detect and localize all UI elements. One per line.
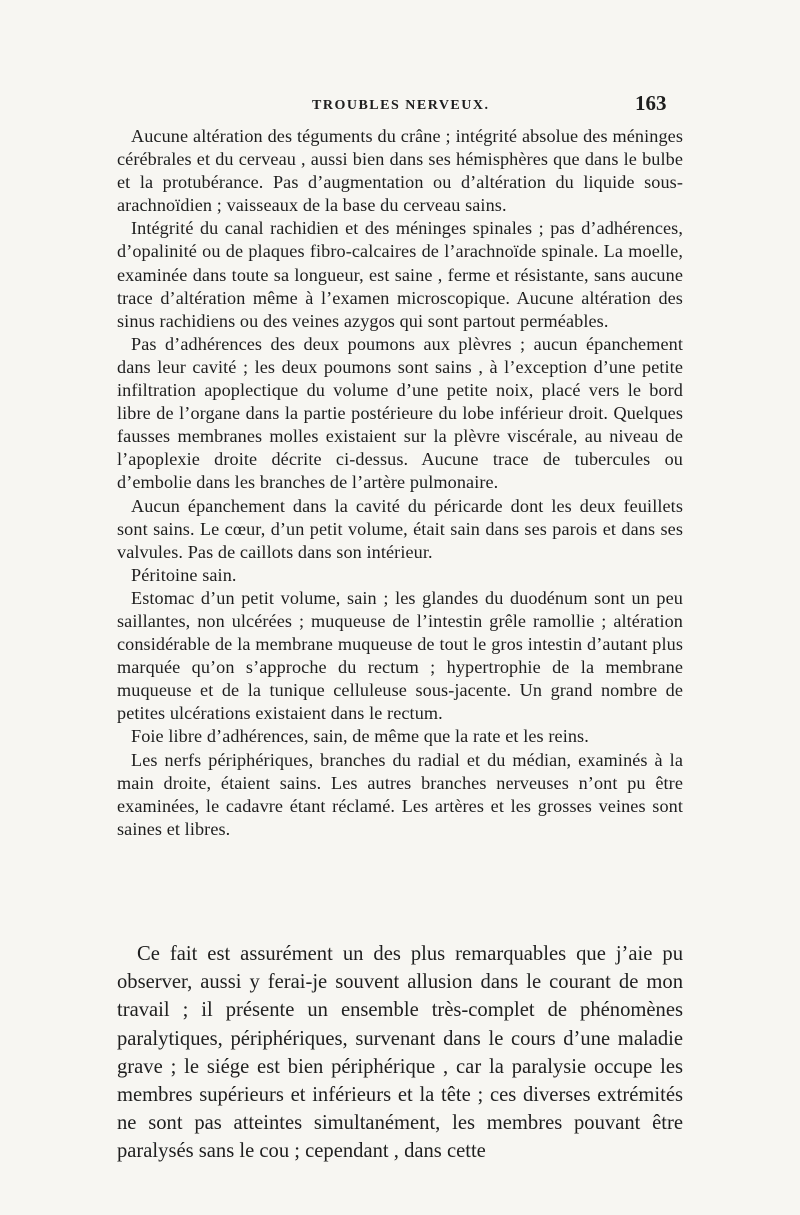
paragraph-spinal-canal: Intégrité du canal rachidien et des méninges spinales ; pas d’adhérences, d’opalinité ou de plaques fibro-calcaires de l’arachnoïde spinale. La moelle, examinée dans toute sa longueur, est saine , ferme et résistante, sans aucune trace d’altération même à l’examen microscopique. Aucune altération des sinus rachidiens ou des veines azygos qui sont partout perméables.	[117, 218, 683, 331]
paragraph-peritoneum: Péritoine sain.	[131, 564, 237, 585]
paragraph-nerves: Les nerfs périphériques, branches du radial et du médian, examinés à la main droite, étaient sains. Les autres branches nerveuses n’ont pu être examinées, le cadavre étant réclamé. Les artères et les grosses veines sont saines et libres.	[117, 749, 683, 839]
paragraph-commentary: Ce fait est assurément un des plus remarquables que j’aie pu observer, aussi y ferai-je souvent allusion dans le courant de mon travail ; il présente un ensemble très-complet de phénomènes paralytiques, périphériques, survenant dans le cours d’une maladie grave ; le siége est bien périphérique , car la paralysie occupe les membres supérieurs et inférieurs et la tête ; ces diverses extrémités ne sont pas atteintes simultanément, les membres pouvant être paralysés sans le cou ; cependant , dans cette	[117, 943, 683, 1163]
case-report-body	[117, 125, 683, 841]
commentary-body	[117, 940, 683, 1166]
running-head-title: TROUBLES NERVEUX.	[312, 98, 490, 113]
page-number: 163	[635, 91, 667, 115]
paragraph-lungs: Pas d’adhérences des deux poumons aux plèvres ; aucun épanchement dans leur cavité ; les deux poumons sont sains , à l’exception d’une petite infiltration apoplectique du volume d’une petite noix, placé vers le bord libre de l’organe dans la partie postérieure du lobe inférieur droit. Quelques fausses membranes molles existaient sur la plèvre viscérale, au niveau de l’apoplexie droite décrite ci-dessus. Aucune trace de tubercules ou d’embolie dans les branches de l’artère pulmonaire.	[117, 333, 683, 493]
book-page	[117, 0, 683, 1163]
paragraph-stomach-intestine: Estomac d’un petit volume, sain ; les glandes du duodénum sont un peu saillantes, non ulcérées ; muqueuse de l’intestin grêle ramollie ; altération considérable de la membrane muqueuse de tout le gros intestin d’autant plus marquée qu’on s’approche du rectum ; hypertrophie de la membrane muqueuse et de la tunique celluleuse sous-jacente. Un grand nombre de petites ulcérations existaient dans le rectum.	[117, 587, 683, 724]
running-head	[117, 0, 683, 120]
paragraph-heart: Aucun épanchement dans la cavité du péricarde dont les deux feuillets sont sains. Le cœur, d’un petit volume, était sain dans ses parois et dans ses valvules. Pas de caillots dans son intérieur.	[117, 495, 683, 562]
paragraph-liver: Foie libre d’adhérences, sain, de même que la rate et les reins.	[131, 726, 589, 747]
paragraph-skull-brain: Aucune altération des téguments du crâne ; intégrité absolue des méninges cérébrales et du cerveau , aussi bien dans ses hémisphères que dans le bulbe et la protubérance. Pas d’augmentation ou d’altération du liquide sous-arachnoïdien ; vaisseaux de la base du cerveau sains.	[117, 126, 683, 216]
